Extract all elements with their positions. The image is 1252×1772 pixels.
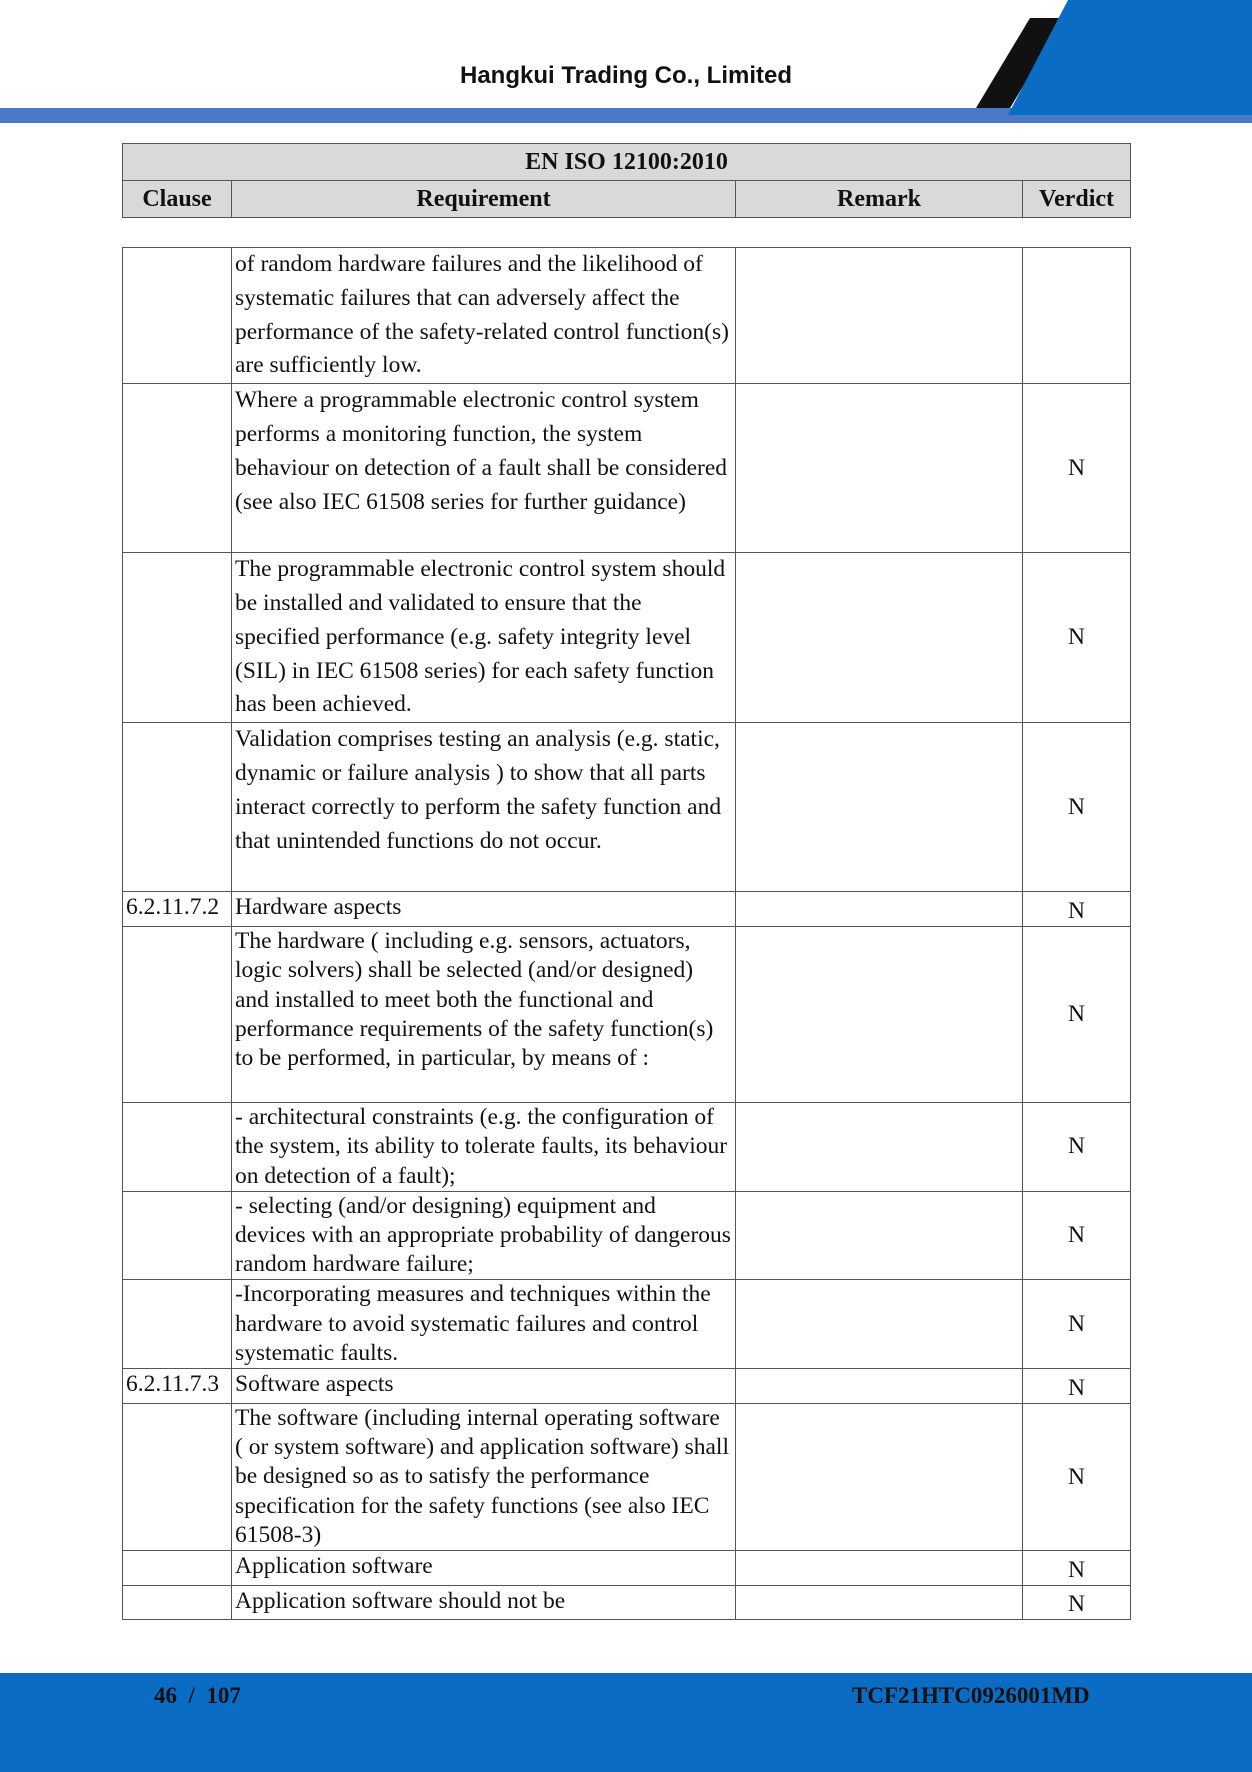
requirement-cell: Software aspects [232, 1369, 736, 1404]
remark-cell [736, 1103, 1023, 1192]
requirement-cell: - architectural constraints (e.g. the configuration of the system, its ability to tolerate faults, its behaviour on detection of a fault); [232, 1103, 736, 1192]
requirement-cell: The programmable electronic control system should be installed and validated to ensure that the specified performance (e.g. safety integrity level (SIL) in IEC 61508 series) for each safety function has been achieved. [232, 553, 736, 723]
verdict-cell: N [1023, 1191, 1131, 1280]
verdict-cell: N [1023, 1103, 1131, 1192]
verdict-cell: N [1023, 723, 1131, 892]
verdict-cell: N [1023, 553, 1131, 723]
table-row [123, 384, 1131, 553]
remark-cell [736, 1551, 1023, 1586]
remark-cell [736, 1369, 1023, 1404]
remark-cell [736, 553, 1023, 723]
column-header-requirement: Requirement [232, 181, 736, 218]
clause-cell [123, 1103, 232, 1192]
requirement-cell: Hardware aspects [232, 892, 736, 927]
clause-cell [123, 723, 232, 892]
requirements-table [122, 247, 1131, 1620]
table-row [123, 1280, 1131, 1369]
clause-cell [123, 1551, 232, 1586]
remark-cell [736, 384, 1023, 553]
header-corner-decoration [960, 0, 1252, 123]
table-row [123, 553, 1131, 723]
table-row [123, 1191, 1131, 1280]
requirement-cell: Application software [232, 1551, 736, 1586]
requirement-cell: - selecting (and/or designing) equipment and devices with an appropriate probability of dangerous random hardware failure; [232, 1191, 736, 1280]
clause-cell [123, 248, 232, 384]
clause-cell [123, 927, 232, 1103]
table-row [123, 248, 1131, 384]
remark-cell [736, 1280, 1023, 1369]
table-row [123, 1404, 1131, 1551]
clause-cell [123, 1586, 232, 1620]
column-header-clause: Clause [123, 181, 232, 218]
requirement-cell: of random hardware failures and the likelihood of systematic failures that can adversely affect the performance of the safety-related control function(s) are sufficiently low. [232, 248, 736, 384]
requirement-cell: -Incorporating measures and techniques within the hardware to avoid systematic failures and control systematic faults. [232, 1280, 736, 1369]
table-header [122, 143, 1131, 218]
column-header-verdict: Verdict [1023, 181, 1131, 218]
verdict-cell: N [1023, 1551, 1131, 1586]
verdict-cell: N [1023, 1404, 1131, 1551]
table-row [123, 1586, 1131, 1620]
verdict-cell [1023, 248, 1131, 384]
verdict-cell: N [1023, 1369, 1131, 1404]
remark-cell [736, 248, 1023, 384]
company-name: Hangkui Trading Co., Limited [459, 62, 792, 89]
table-row [123, 1369, 1131, 1404]
clause-cell [123, 1191, 232, 1280]
standard-title: EN ISO 12100:2010 [123, 144, 1131, 181]
requirement-cell: Where a programmable electronic control system performs a monitoring function, the system behaviour on detection of a fault shall be considered (see also IEC 61508 series for further guidance) [232, 384, 736, 553]
clause-cell: 6.2.11.7.2 [123, 892, 232, 927]
remark-cell [736, 1404, 1023, 1551]
table-row [123, 1103, 1131, 1192]
remark-cell [736, 723, 1023, 892]
clause-cell [123, 553, 232, 723]
clause-cell [123, 384, 232, 553]
table-row [123, 892, 1131, 927]
verdict-cell: N [1023, 1280, 1131, 1369]
requirement-cell: Application software should not be [232, 1586, 736, 1620]
clause-cell [123, 1280, 232, 1369]
table-row [123, 927, 1131, 1103]
verdict-cell: N [1023, 384, 1131, 553]
requirement-cell: The hardware ( including e.g. sensors, actuators, logic solvers) shall be selected (and/or designed) and installed to meet both the functional and performance requirements of the safety function(s) to be performed, in particular, by means of : [232, 927, 736, 1103]
verdict-cell: N [1023, 1586, 1131, 1620]
column-header-remark: Remark [736, 181, 1023, 218]
table-row [123, 1551, 1131, 1586]
clause-cell: 6.2.11.7.3 [123, 1369, 232, 1404]
requirement-cell: Validation comprises testing an analysis (e.g. static, dynamic or failure analysis ) to show that all parts interact correctly to perform the safety function and that unintended functions do not occur. [232, 723, 736, 892]
requirement-cell: The software (including internal operating software ( or system software) and application software) shall be designed so as to satisfy the performance specification for the safety functions (see also IEC 61508-3) [232, 1404, 736, 1551]
remark-cell [736, 1586, 1023, 1620]
report-number: TCF21HTC0926001MD [852, 1683, 1090, 1708]
page-number: 46 / 107 [154, 1683, 241, 1708]
remark-cell [736, 892, 1023, 927]
table-row [123, 723, 1131, 892]
remark-cell [736, 1191, 1023, 1280]
verdict-cell: N [1023, 927, 1131, 1103]
remark-cell [736, 927, 1023, 1103]
clause-cell [123, 1404, 232, 1551]
corner-blue-block [1008, 0, 1252, 115]
verdict-cell: N [1023, 892, 1131, 927]
